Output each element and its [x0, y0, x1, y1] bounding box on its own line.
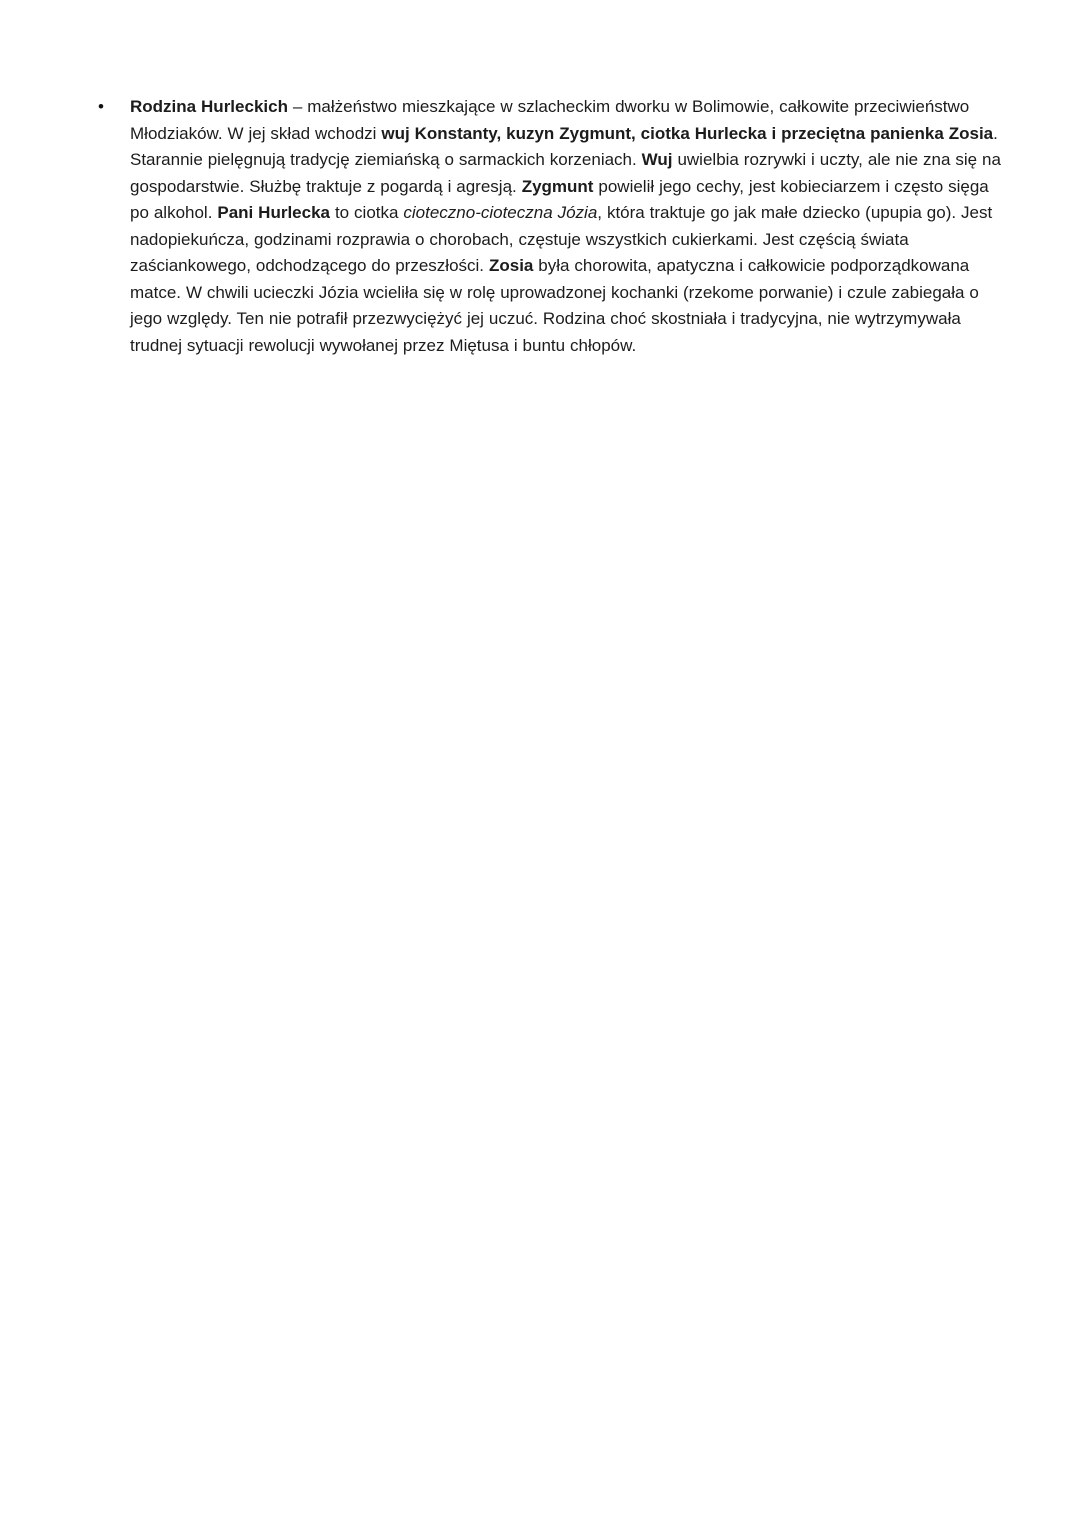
text-run: to ciotka [330, 203, 404, 222]
text-run-bold: Pani Hurlecka [217, 203, 331, 222]
text-run-bold: wuj Konstanty, kuzyn Zygmunt, ciotka Hurlecka i przeciętna panienka Zosia [381, 123, 994, 143]
text-run: . Starannie pielęgnują tradycję ziemiańską o sarmackich korzeniach. [130, 123, 998, 169]
text-run: uwielbia rozrywki i uczty, ale nie zna się na gospodarstwie. Służbę traktuje z pogardą i agresją. [130, 150, 1001, 196]
bullet-list-item [0, 0, 1080, 359]
text-run: , która traktuje go jak małe dziecko (upupia go). Jest nadopiekuńcza, godzinami rozprawia o chorobach, częstuje wszystkich cukierkami. Jest częścią świata zaściankowego, odchodzącego do przeszłości. [130, 203, 993, 275]
text-run-bold: Wuj [641, 150, 673, 169]
text-run: była chorowita, apatyczna i całkowicie podporządkowana matce. W chwili ucieczki Józia wcieliła się w rolę uprowadzonej kochanki (rzekome porwanie) i czule zabiegała o jego względy. Ten nie potrafił przezwyciężyć jej uczuć. Rodzina choć skostniała i tradycyjna, nie wytrzymywała trudnej sytuacji rewolucji wywołanej przez Miętusa i buntu chłopów. [130, 256, 979, 355]
text-run-bold: Zygmunt [521, 176, 594, 196]
text-run-bold: Zosia [488, 256, 534, 275]
text-run-italic: cioteczno-cioteczna Józia [403, 203, 598, 222]
bullet-marker-icon: • [98, 97, 104, 116]
text-run-bold: Rodzina Hurleckich [130, 97, 288, 116]
text-run: powielił jego cechy, jest kobieciarzem i często sięga po alkohol. [130, 176, 989, 222]
bullet-paragraph [130, 94, 1007, 359]
text-run: – małżeństwo mieszkające w szlacheckim dworku w Bolimowie, całkowite przeciwieństwo Młodziaków. W jej skład wchodzi [130, 97, 970, 143]
